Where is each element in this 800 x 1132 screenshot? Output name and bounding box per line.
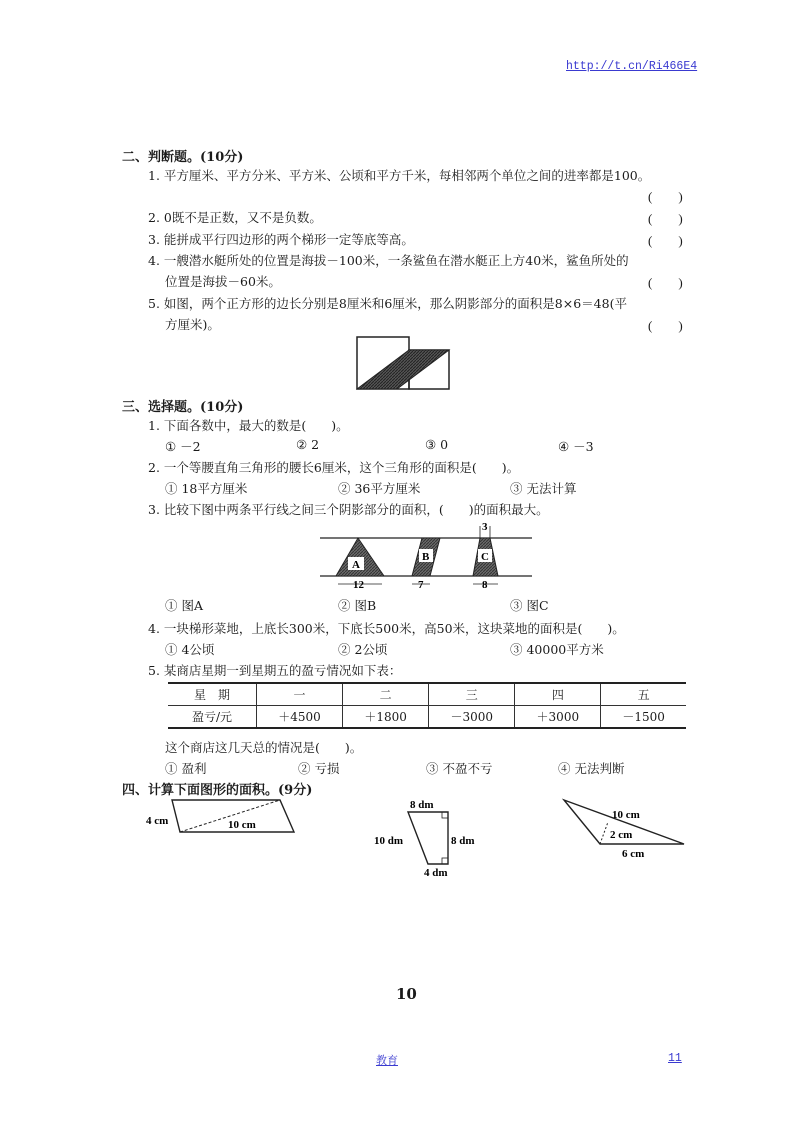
table-row [168, 706, 686, 729]
dim-12: 12 [353, 579, 364, 590]
fig2-left-label: 10 dm [374, 835, 404, 847]
s2-q1-answer[interactable]: ( ) [648, 189, 683, 204]
s3-q5-opt4[interactable]: ④ 无法判断 [558, 761, 625, 776]
table-cell: ＋1800 [343, 706, 429, 729]
s3-q4-opt3[interactable]: ③ 40000平方米 [510, 642, 604, 657]
fig3-h-label: 2 cm [610, 829, 633, 841]
fig3-side-label: 10 cm [612, 809, 640, 821]
s3-q1: 1. 下面各数中，最大的数是( )。 [148, 418, 349, 433]
s3-q4: 4. 一块梯形菜地，上底长300米，下底长500米，高50米，这块菜地的面积是( )。 [148, 621, 625, 636]
dim-8: 8 [482, 579, 488, 590]
table-header-row [168, 683, 686, 706]
shape-b-label: B [422, 551, 430, 563]
parallelogram-figure [140, 796, 300, 840]
table-header-cell: 二 [343, 683, 429, 706]
triangle-figure [560, 796, 690, 862]
s3-q2-opt2[interactable]: ② 36平方厘米 [338, 481, 421, 496]
shape-c-label: C [481, 551, 489, 563]
s2-q3-answer[interactable]: ( ) [648, 233, 683, 248]
table-cell: －1500 [601, 706, 686, 729]
edu-link[interactable]: 教育 [376, 1054, 398, 1067]
shaded-region [357, 350, 449, 389]
s3-q1-opt4[interactable]: ④ －3 [558, 439, 594, 454]
s3-q2-opt3[interactable]: ③ 无法计算 [510, 481, 577, 496]
s3-q5: 5. 某商店星期一到星期五的盈亏情况如下表： [148, 663, 402, 678]
s3-q3-opt1[interactable]: ① 图A [165, 598, 204, 613]
s2-q1: 1. 平方厘米、平方分米、平方米、公顷和平方千米，每相邻两个单位之间的进率都是100。 [148, 168, 651, 183]
section3-title: 三、选择题。(10分) [122, 400, 244, 415]
s3-q2-opt1[interactable]: ① 18平方厘米 [165, 481, 248, 496]
s3-q1-opt3[interactable]: ③ 0 [425, 437, 449, 452]
s3-q1-opt1[interactable]: ① －2 [165, 439, 201, 454]
table-cell: －3000 [429, 706, 515, 729]
fig2-right-label: 8 dm [451, 835, 475, 847]
section2-title: 二、判断题。(10分) [122, 150, 244, 165]
table-header-cell: 三 [429, 683, 515, 706]
profit-table [168, 682, 686, 729]
s3-q5-ask: 这个商店这几天总的情况是( )。 [165, 740, 363, 755]
trapezoid-figure [370, 796, 490, 880]
table-header-cell: 一 [257, 683, 343, 706]
two-squares-figure [356, 336, 452, 392]
sheet-number-link[interactable]: 11 [668, 1052, 682, 1065]
fig1-height-label: 4 cm [146, 815, 169, 827]
dim-7: 7 [418, 579, 424, 590]
s3-q2: 2. 一个等腰直角三角形的腰长6厘米，这个三角形的面积是( )。 [148, 460, 520, 475]
s2-q5-line1: 5. 如图，两个正方形的边长分别是8厘米和6厘米，那么阴影部分的面积是8×6＝48(平 [148, 296, 627, 311]
source-link[interactable]: http://t.cn/Ri466E4 [566, 60, 698, 73]
section4-title: 四、计算下面图形的面积。(9分) [122, 783, 313, 798]
dim-top-3: 3 [482, 521, 488, 533]
s3-q3-opt2[interactable]: ② 图B [338, 598, 377, 613]
table-header-cell: 星 期 [168, 683, 257, 706]
s3-q5-opt3[interactable]: ③ 不盈不亏 [426, 761, 493, 776]
s3-q4-opt1[interactable]: ① 4公顷 [165, 642, 215, 657]
s2-q4-line2: 位置是海拔－60米。 [165, 274, 281, 289]
fig2-bottom-label: 4 dm [424, 867, 448, 879]
s3-q3-opt3[interactable]: ③ 图C [510, 598, 549, 613]
s3-q5-opt2[interactable]: ② 亏损 [298, 761, 340, 776]
s2-q4-line1: 4. 一艘潜水艇所处的位置是海拔－100米，一条鲨鱼在潜水艇正上方40米，鲨鱼所处的 [148, 253, 629, 268]
s2-q2: 2. 0既不是正数，又不是负数。 [148, 210, 322, 225]
s2-q3: 3. 能拼成平行四边形的两个梯形一定等底等高。 [148, 232, 414, 247]
table-header-cell: 五 [601, 683, 686, 706]
s3-q5-opt1[interactable]: ① 盈利 [165, 761, 207, 776]
table-cell: ＋3000 [515, 706, 601, 729]
fig3-base-label: 6 cm [622, 848, 645, 860]
fig2-top-label: 8 dm [410, 799, 434, 811]
table-row-label: 盈亏/元 [168, 706, 257, 729]
s3-q1-opt2[interactable]: ② 2 [296, 437, 320, 452]
s2-q5-answer[interactable]: ( ) [648, 318, 683, 333]
page-number: 10 [396, 985, 417, 1003]
table-header-cell: 四 [515, 683, 601, 706]
table-cell: ＋4500 [257, 706, 343, 729]
shape-a-label: A [352, 559, 360, 571]
s3-q4-opt2[interactable]: ② 2公顷 [338, 642, 388, 657]
s2-q4-answer[interactable]: ( ) [648, 275, 683, 290]
fig1-diag-label: 10 cm [228, 819, 256, 831]
s3-q3: 3. 比较下图中两条平行线之间三个阴影部分的面积，( )的面积最大。 [148, 502, 549, 517]
s2-q5-line2: 方厘米)。 [165, 317, 220, 332]
parallel-lines-figure [318, 518, 534, 590]
s2-q2-answer[interactable]: ( ) [648, 211, 683, 226]
